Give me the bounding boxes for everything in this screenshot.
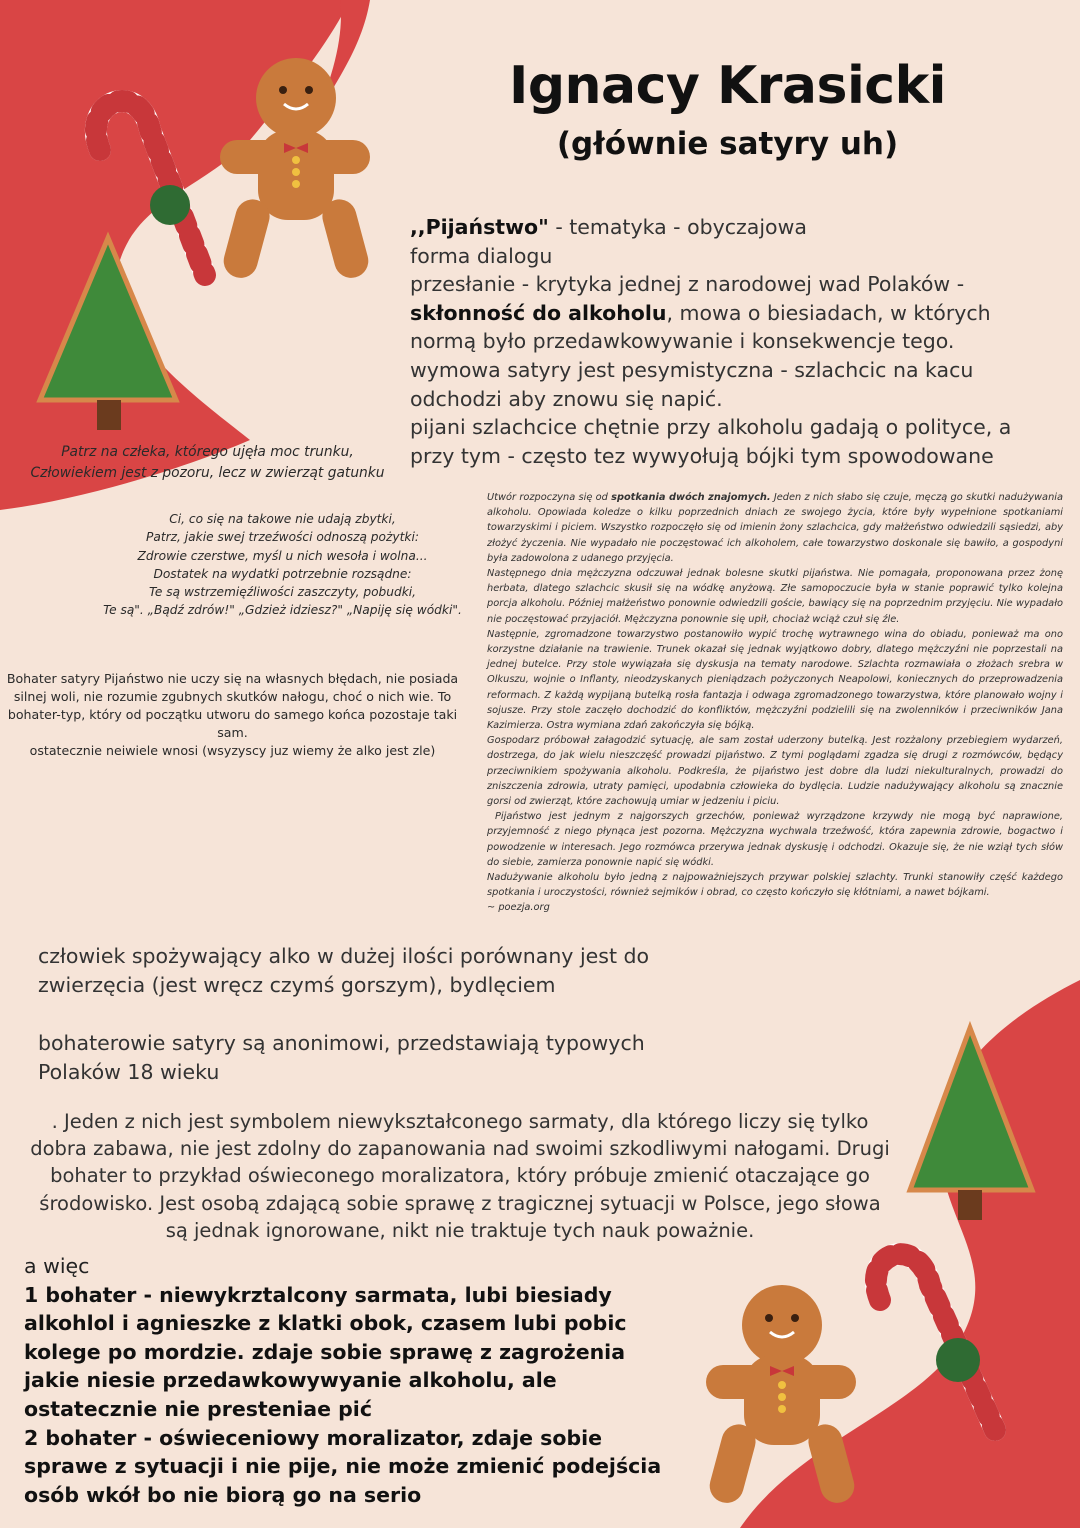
summary-paragraph: Nadużywanie alkoholu było jedną z najpoważniejszych przywar polskiej szlachty. Trunki stanowiły część każdego spotkania i uroczystości, również sejmików i obrad, co często kończyło się kłótniami, a nawet bójkami. bbox=[487, 872, 1063, 899]
list-item: 1 bohater - niewykrztalcony sarmata, lubi biesiady alkohlol i agnieszke z klatki obok, czasem lubi pobic kolege po mordzie. zdaje sobie sprawę z zagrożenia jakie niesie przedawkowywyanie alkoholu, ale ostatecznie nie presteniae pić bbox=[24, 1282, 627, 1421]
summary-bold: spotkania dwóch znajomych. bbox=[611, 492, 771, 503]
quote-line: Człowiekiem jest z pozoru, lecz w zwierząt gatunku bbox=[30, 465, 385, 481]
message-continued: , mowa o biesiadach, w których normą było przedawkowywanie i konsekwencje tego. wymowa satyry jest pesymistyczna - szlachcic na kacu odchodzi aby znowu się napić. bbox=[410, 300, 991, 411]
politics-text: pijani szlachcice chętnie przy alkoholu gadają o polityce, a przy tym - często tez wywyołują bójki tym spowodowane bbox=[410, 415, 1012, 468]
poem-quote-1 bbox=[10, 442, 405, 484]
gingerbread-man-icon bbox=[706, 1285, 858, 1507]
hero-note: ostatecznie neiwiele wnosi (wsyzyscy juz wiemy że alko jest zle) bbox=[29, 743, 436, 758]
summary-paragraph: Gospodarz próbował załagodzić sytuację, ale sam został uderzony butelką. Jest rozżalony przebiegiem wydarzeń, dostrzega, do jak wielu nieszczęść prowadzi pijaństwo. Z tymi poglądami zgadza się drugi z rozmówców, będący przeciwnikiem spożywania alkoholu. Podkreśla, że pijaństwo jest dobre dla ludzi niekulturalnych, prowadzi do zniszczenia zdrowia, utraty pamięci, upodabnia człowieka do bydlęcia. Ludzie nadużywający alkoholu są znacznie gorsi od zwierząt, które zachowują umiar w jedzeniu i piciu. bbox=[487, 735, 1063, 808]
plot-summary bbox=[487, 490, 1063, 916]
heroes-comparison: . Jeden z nich jest symbolem niewykształconego sarmaty, dla którego liczy się tylko dobra zabawa, nie jest zdolny do zapanowania nad swoimi szkodliwymi nałogami. Drugi bohater to przykład oświeconego moralizatora, który próbuje zmienić otaczające go środowisko. Jest osobą zdającą sobie sprawę z tragicznej sytuacji w Polsce, jego słowa są jednak ignorowane, nikt nie traktuje tych nauk poważnie. bbox=[30, 1110, 890, 1242]
bold-phrase: skłonność do alkoholu bbox=[410, 300, 667, 325]
list-intro: a więc bbox=[24, 1254, 90, 1278]
quote-line: Ci, co się na takowe nie udają zbytki, bbox=[169, 512, 396, 526]
note-paragraph: bohaterowie satyry są anonimowi, przedstawiają typowych Polaków 18 wieku bbox=[38, 1031, 645, 1084]
summary-source: ~ poezja.org bbox=[487, 902, 550, 914]
work-title: ,,Pijaństwo" bbox=[410, 215, 549, 239]
hero-text: Bohater satyry Pijaństwo nie uczy się na własnych błędach, nie posiada silnej woli, nie rozumie zgubnych skutków nałogu, choć o nich wie. To bohater-typ, który od początku utworu do samego końca pozostaje taki sam. bbox=[6, 671, 459, 740]
hero-description bbox=[5, 670, 460, 760]
form-text: forma dialogu bbox=[410, 243, 553, 268]
message-text: przesłanie - krytyka jednej z narodowej wad Polaków - bbox=[410, 272, 965, 297]
summary-text: Utwór rozpoczyna się od bbox=[487, 492, 612, 503]
quote-line: Zdrowie czerstwe, myśl u nich wesoła i wolna... bbox=[137, 548, 428, 563]
page-title: Ignacy Krasicki bbox=[508, 56, 947, 116]
quote-line: Patrz na człeka, którego ujęła moc trunku, bbox=[61, 444, 354, 460]
summary-paragraph: Następnego dnia mężczyzna odczuwał jednak bolesne skutki pijaństwa. Nie pomagała, proponowana przez żonę herbata, dlatego szlachcic skusił się na wódkę anyżową. Złe samopoczucie była w stanie poprawić tylko kolejna porcja alkoholu. Później małżeństwo ponownie odwiedzili goście, bawiący się na poprzednim przyjęciu. Nie wypadało nie poczęstować przyjaciół. Mężczyzna ponownie się upił, chociaż wciąż czuł się źle. bbox=[487, 568, 1063, 625]
poem-quote-2 bbox=[100, 510, 465, 620]
bottom-notes bbox=[38, 942, 658, 1116]
quote-line: Te są wstrzemięźliwości zaszczyty, pobudki, bbox=[148, 585, 417, 600]
theme-text: - tematyka - obyczajowa bbox=[548, 215, 807, 239]
page-subtitle: (głównie satyry uh) bbox=[556, 126, 899, 162]
summary-text: Jeden z nich słabo się czuje, męczą go skutki nadużywania alkoholu. Opowiada koledze o kilku poprzednich dniach ze swojego życia, które były wypełnione spotkaniami towarzyskimi i piciem. Wszystko rozpoczęło się od imienin żony szlachcica, gdy małżeństwo odwiedzili sąsiedzi, aby złożyć życzenia. Nie wypadało nie poczęstować ich alkoholem, całe towarzystwo doskonale się bawiło, a gospodyni była zadowolona z udanego przyjęcia. bbox=[487, 492, 1063, 564]
list-item: 2 bohater - oświeceniowy moralizator, zdaje sobie sprawe z sytuacji i nie pije, nie może zmienić podejścia osób wkół bo nie biorą go na serio bbox=[24, 1425, 662, 1507]
summary-paragraph: Pijaństwo jest jednym z najgorszych grzechów, ponieważ wyrządzone krzywdy nie mogą być naprawione, przyjemność z niego płynąca jest pozorna. Mężczyzna wychwala trzeźwość, która zapewnia zdrowie, bogactwo i powodzenie w interesach. Jego rozmówca przerywa jednak dyskusję i odchodzi. Okazuje się, że nie wziął tych słów do siebie, zamierza ponownie napić się wódki. bbox=[487, 811, 1063, 868]
summary-paragraph: Następnie, zgromadzone towarzystwo postanowiło wypić trochę wytrawnego wina do obiadu, ponieważ ma ono korzystne działanie na trawienie. Trunek okazał się jednak wyjątkowo dobry, dlatego mężczyźni nie poprzestali na jednej butelce. Przy stole wywiązała się dyskusja na tematy narodowe. Szlachta rozmawiała o złożach srebra w Olkuszu, wojnie o Inflanty, nieodzyskanych pieniądzach pożyczonych Neapolowi, koniecznych do przeprowadzenia reformach. Z każdą wypijaną butelką rosła fantazja i odwaga zgromadzonego towarzystwa, które planowało wojny i sojusze. Przy stole zaczęło dochodzić do konfliktów, mężczyźni podzielili się na zwolenników i przeciwników Jana Kazimierza. Ostra wymiana zdań zakończyła się bójką. bbox=[487, 628, 1063, 732]
quote-line: Te są". „Bądź zdrów!" „Gdzież idziesz?" „Napiję się wódki". bbox=[103, 603, 462, 618]
main-notes bbox=[410, 213, 1050, 470]
quote-line: Patrz, jakie swej trzeźwości odnoszą pożytki: bbox=[146, 530, 419, 545]
heroes-list bbox=[24, 1252, 674, 1509]
quote-line: Dostatek na wydatki potrzebnie rozsądne: bbox=[153, 566, 412, 581]
note-paragraph: człowiek spożywający alko w dużej ilości porównany jest do zwierzęcia (jest wręcz czymś gorszym), bydlęciem bbox=[38, 944, 650, 997]
